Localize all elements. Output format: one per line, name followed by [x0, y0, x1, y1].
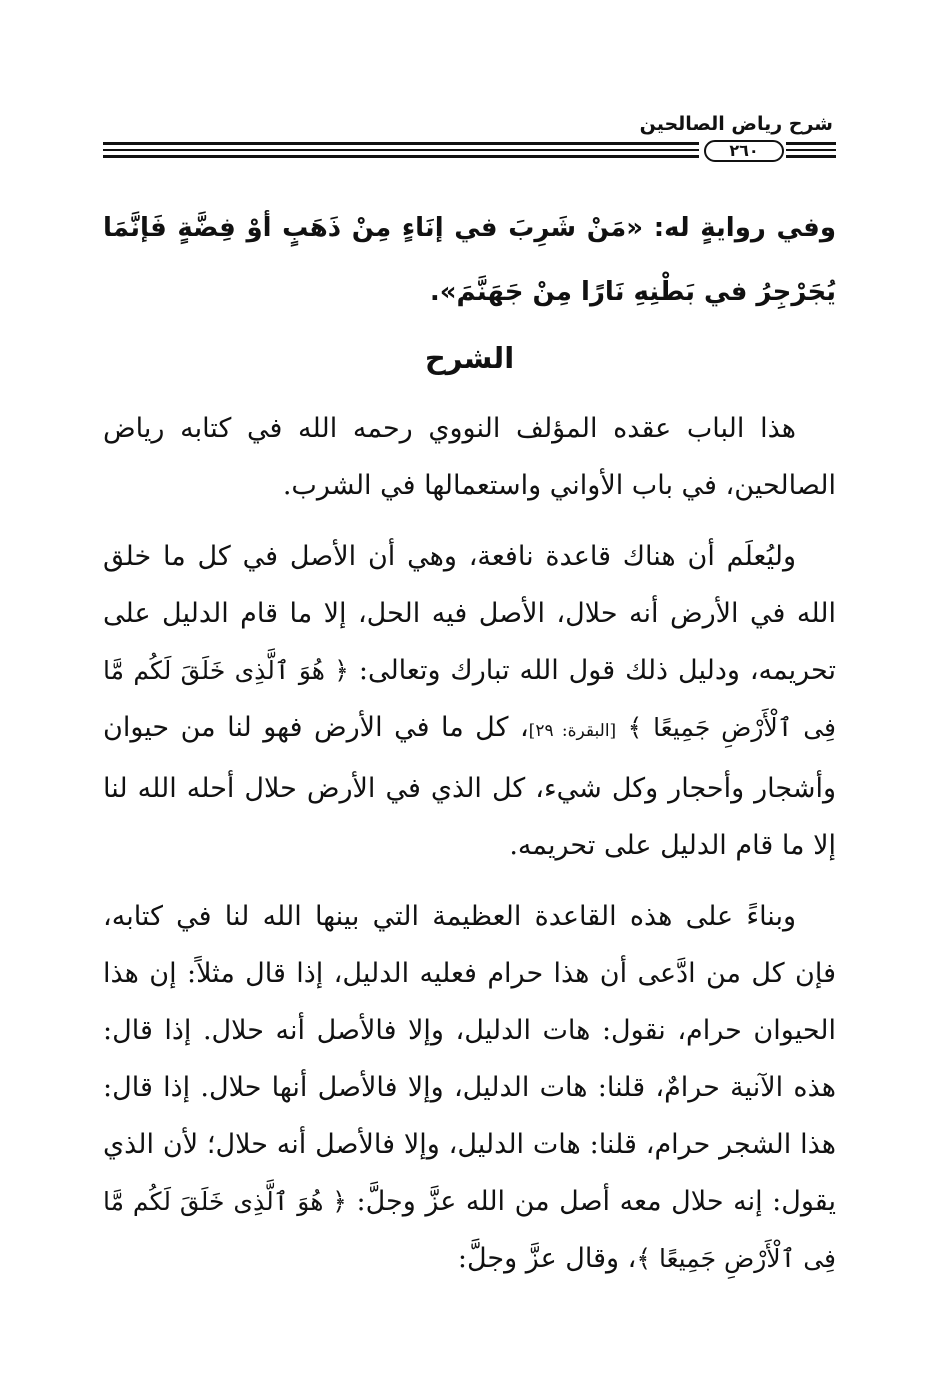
- paragraph-3: [103, 888, 836, 1287]
- page-content: [103, 196, 836, 1301]
- running-header-title: شرح رياض الصالحين: [639, 113, 833, 135]
- header-rule-left: [103, 142, 699, 158]
- paragraph-1: هذا الباب عقده المؤلف النووي رحمه الله في كتابه رياض الصالحين، في باب الأواني واستعمالها في الشرب.: [103, 413, 836, 501]
- quran-verse: ﴿ هُوَ ٱلَّذِى خَلَقَ لَكُم مَّا فِى ٱلْأَرْضِ جَمِيعًا ﴾: [103, 1187, 836, 1273]
- paragraph-3-text-end: ، وقال عزَّ وجلَّ:: [457, 1243, 637, 1274]
- quran-verse: ﴿ هُوَ ٱلَّذِى خَلَقَ لَكُم مَّا فِى ٱلْأَرْضِ جَمِيعًا ﴾: [103, 656, 837, 742]
- section-heading: الشرح: [424, 341, 515, 375]
- verse-reference: [البقرة: ٢٩]: [528, 721, 617, 741]
- paragraph-2-text-end: ، كل ما في الأرض فهو لنا من حيوان وأشجار وأحجار وكل شيء، كل الذي في الأرض حلال أحله الله لنا إلا ما قام الدليل على تحريمه.: [103, 712, 836, 861]
- paragraph-2: [103, 528, 836, 874]
- header-rule: [103, 140, 836, 162]
- hadith-riwaya: وفي روايةٍ له: «مَنْ شَرِبَ في إنَاءٍ مِنْ ذَهَبٍ أوْ فِضَّةٍ فَإنَّمَا يُجَرْجِرُ في بَطْنِهِ نَارًا مِنْ جَهَنَّمَ».: [103, 213, 836, 307]
- paragraph-3-text-start: وبناءً على هذه القاعدة العظيمة التي بينها الله لنا في كتابه، فإن كل من ادَّعى أن هذا حرام فعليه الدليل، إذا قال مثلاً: إن هذا الحيوان حرام، نقول: هات الدليل، وإلا فالأصل أنه حلال. إذا قال: هذه الآنية حرامٌ، قلنا: هات الدليل، وإلا فالأصل أنها حلال. إذا قال: هذا الشجر حرام، قلنا: هات الدليل، وإلا فالأصل أنه حلال؛ لأن الذي يقول: إنه حلال معه أصل من الله عزَّ وجلَّ:: [103, 901, 836, 1217]
- paragraph-2-text-start: وليُعلَم أن هناك قاعدة نافعة، وهي أن الأصل في كل ما خلق الله في الأرض أنه حلال، الأصل فيه الحل، إلا ما قام الدليل على تحريمه، ودليل ذلك قول الله تبارك وتعالى:: [103, 541, 836, 686]
- header-rule-right: [786, 142, 836, 158]
- page-number: ٢٦٠: [704, 140, 784, 162]
